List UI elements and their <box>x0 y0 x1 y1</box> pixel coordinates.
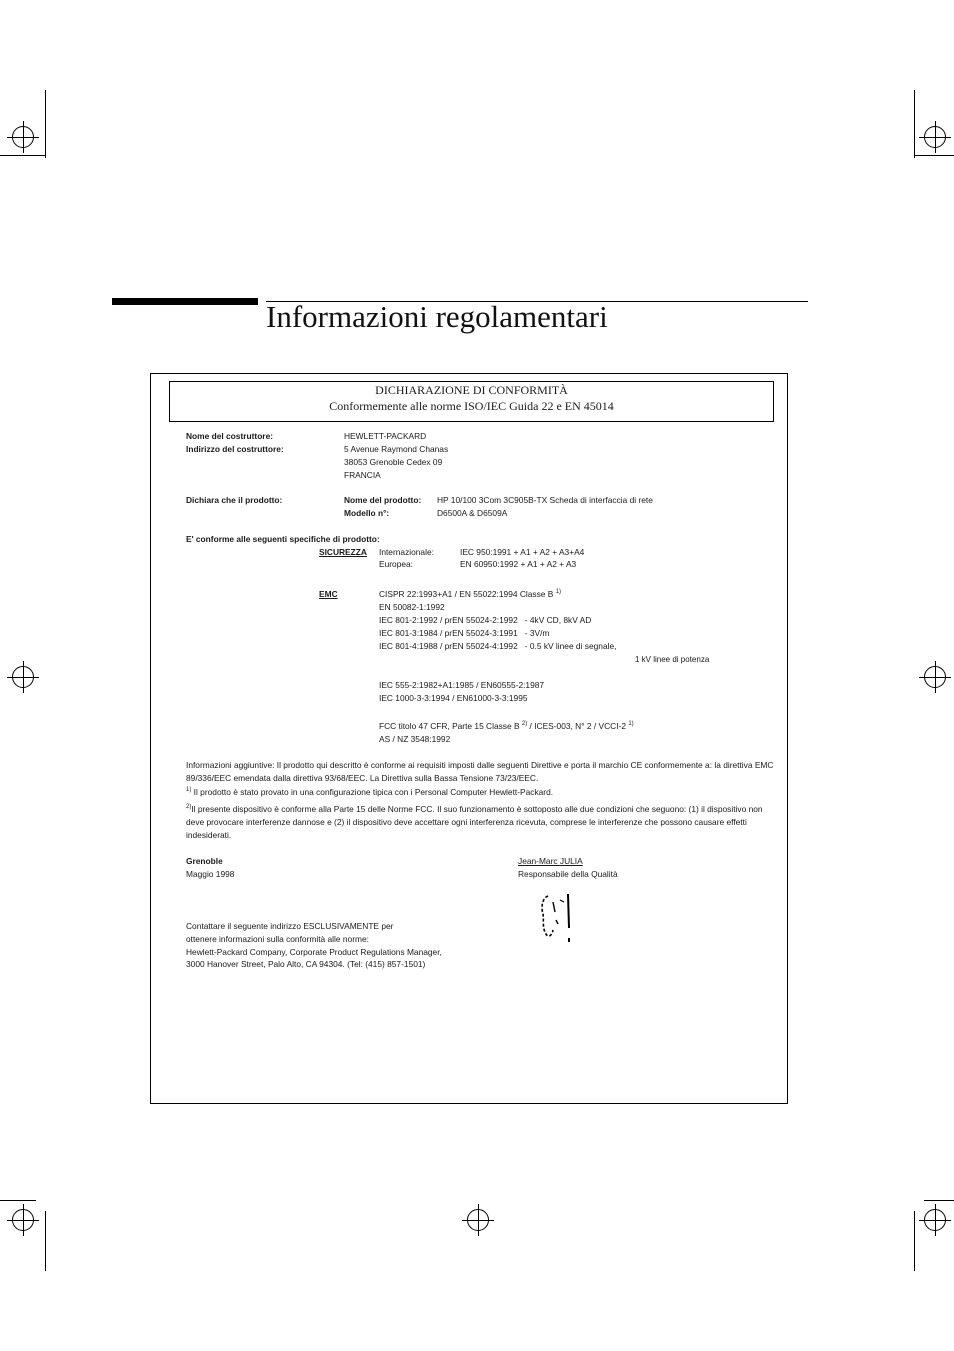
emc-standard: IEC 801-3:1984 / prEN 55024-3:1991 - 3V/m <box>379 628 550 638</box>
safety-label: SICUREZZA <box>319 547 367 557</box>
manufacturer-name: HEWLETT-PACKARD <box>344 431 427 441</box>
emc-standard: IEC 1000-3-3:1994 / EN61000-3-3:1995 <box>379 693 528 703</box>
declares-label: Dichiara che il prodotto: <box>186 495 283 505</box>
contact-line: Contattare il seguente indirizzo ESCLUSIVAMENTE per <box>186 921 394 931</box>
signer-name: Jean-Marc JULIA <box>518 856 583 866</box>
registration-mark-icon <box>924 666 946 688</box>
contact-line: Hewlett-Packard Company, Corporate Product Regulations Manager, <box>186 947 442 957</box>
registration-mark-icon <box>12 1209 34 1231</box>
registration-mark-icon <box>924 126 946 148</box>
registration-mark-icon <box>12 666 34 688</box>
registration-mark-icon <box>924 1209 946 1231</box>
registration-mark-icon <box>467 1209 489 1231</box>
date: Maggio 1998 <box>186 869 235 879</box>
emc-power-line: 1 kV linee di potenza <box>635 655 710 664</box>
conforms-label: E' conforme alle seguenti specifiche di prodotto: <box>186 534 380 544</box>
signer-role: Responsabile della Qualità <box>518 869 618 879</box>
emc-standard: IEC 555-2:1982+A1:1985 / EN60555-2:1987 <box>379 680 545 690</box>
footnote-2: $^{2)}$Il presente dispositivo è conforme alla Parte 15 delle Norme FCC. Il suo funzionamento è sottoposto alle due condizioni che seguono: (1) il dispositivo non deve provocare interferenze dannose e (2) il dispositivo deve accettare ogni interferenza ricevuta, comprese le interferenze che possono causare effetti indesiderati. <box>186 804 763 840</box>
model-label: Modello n°: <box>344 508 390 518</box>
declaration-header-title: DICHIARAZIONE DI CONFORMITÀ <box>375 383 568 397</box>
emc-label: EMC <box>319 589 338 599</box>
declaration-header-subtitle: Conformemente alle norme ISO/IEC Guida 22 e EN 45014 <box>329 399 614 413</box>
declaration-header <box>169 381 774 422</box>
address-line: 38053 Grenoble Cedex 09 <box>344 457 443 467</box>
place: Grenoble <box>186 856 223 866</box>
declaration-box <box>150 373 788 1104</box>
title-rule-thick <box>112 298 258 305</box>
additional-info: Informazioni aggiuntive: Il prodotto qui descritto è conforme ai requisiti imposti dalle seguenti Direttive e porta il marchio CE conformemente a: la direttiva EMC 89/336/EEC emendata dalla direttiva 93/68/EEC. La Direttiva sulla Bassa Tensione 73/23/EEC. <box>186 760 774 783</box>
address-line: 5 Avenue Raymond Chanas <box>344 444 449 454</box>
emc-standard: CISPR 22:1993+A1 / EN 55022:1994 Classe B $^{1)}$ <box>379 589 562 599</box>
safety-european-label: Europea: <box>379 559 413 569</box>
fcc-standard: FCC titolo 47 CFR, Parte 15 Classe B $^{2)}$ / ICES-003, N° 2 / VCCI-2 $^{1)}$ <box>379 721 634 731</box>
product-name: HP 10/100 3Com 3C905B-TX Scheda di interfaccia di rete <box>437 495 653 505</box>
safety-international-label: Internazionale: <box>379 547 434 557</box>
address-line: FRANCIA <box>344 470 381 480</box>
model-number: D6500A & D6509A <box>437 508 508 518</box>
contact-line: ottenere informazioni sulla conformità alle norme: <box>186 934 369 944</box>
signature-image <box>538 890 578 946</box>
product-name-label: Nome del prodotto: <box>344 495 422 505</box>
manufacturer-name-label: Nome del costruttore: <box>186 431 274 441</box>
safety-international: IEC 950:1991 + A1 + A2 + A3+A4 <box>460 547 585 557</box>
manufacturer-address-label: Indirizzo del costruttore: <box>186 444 284 454</box>
emc-standard: IEC 801-4:1988 / prEN 55024-4:1992 - 0.5 kV linee di segnale, <box>379 641 617 651</box>
as-nz-standard: AS / NZ 3548:1992 <box>379 734 451 744</box>
safety-european: EN 60950:1992 + A1 + A2 + A3 <box>460 559 577 569</box>
emc-standard: IEC 801-2:1992 / prEN 55024-2:1992 - 4kV CD, 8kV AD <box>379 615 592 625</box>
registration-mark-icon <box>12 126 34 148</box>
footnote-1: $^{1)}$ Il prodotto è stato provato in una configurazione tipica con i Personal Computer Hewlett-Packard. <box>186 787 554 797</box>
emc-standard: EN 50082-1:1992 <box>379 602 445 612</box>
page-title: Informazioni regolamentari <box>266 299 608 334</box>
contact-line: 3000 Hanover Street, Palo Alto, CA 94304. (Tel: (415) 857-1501) <box>186 959 426 969</box>
